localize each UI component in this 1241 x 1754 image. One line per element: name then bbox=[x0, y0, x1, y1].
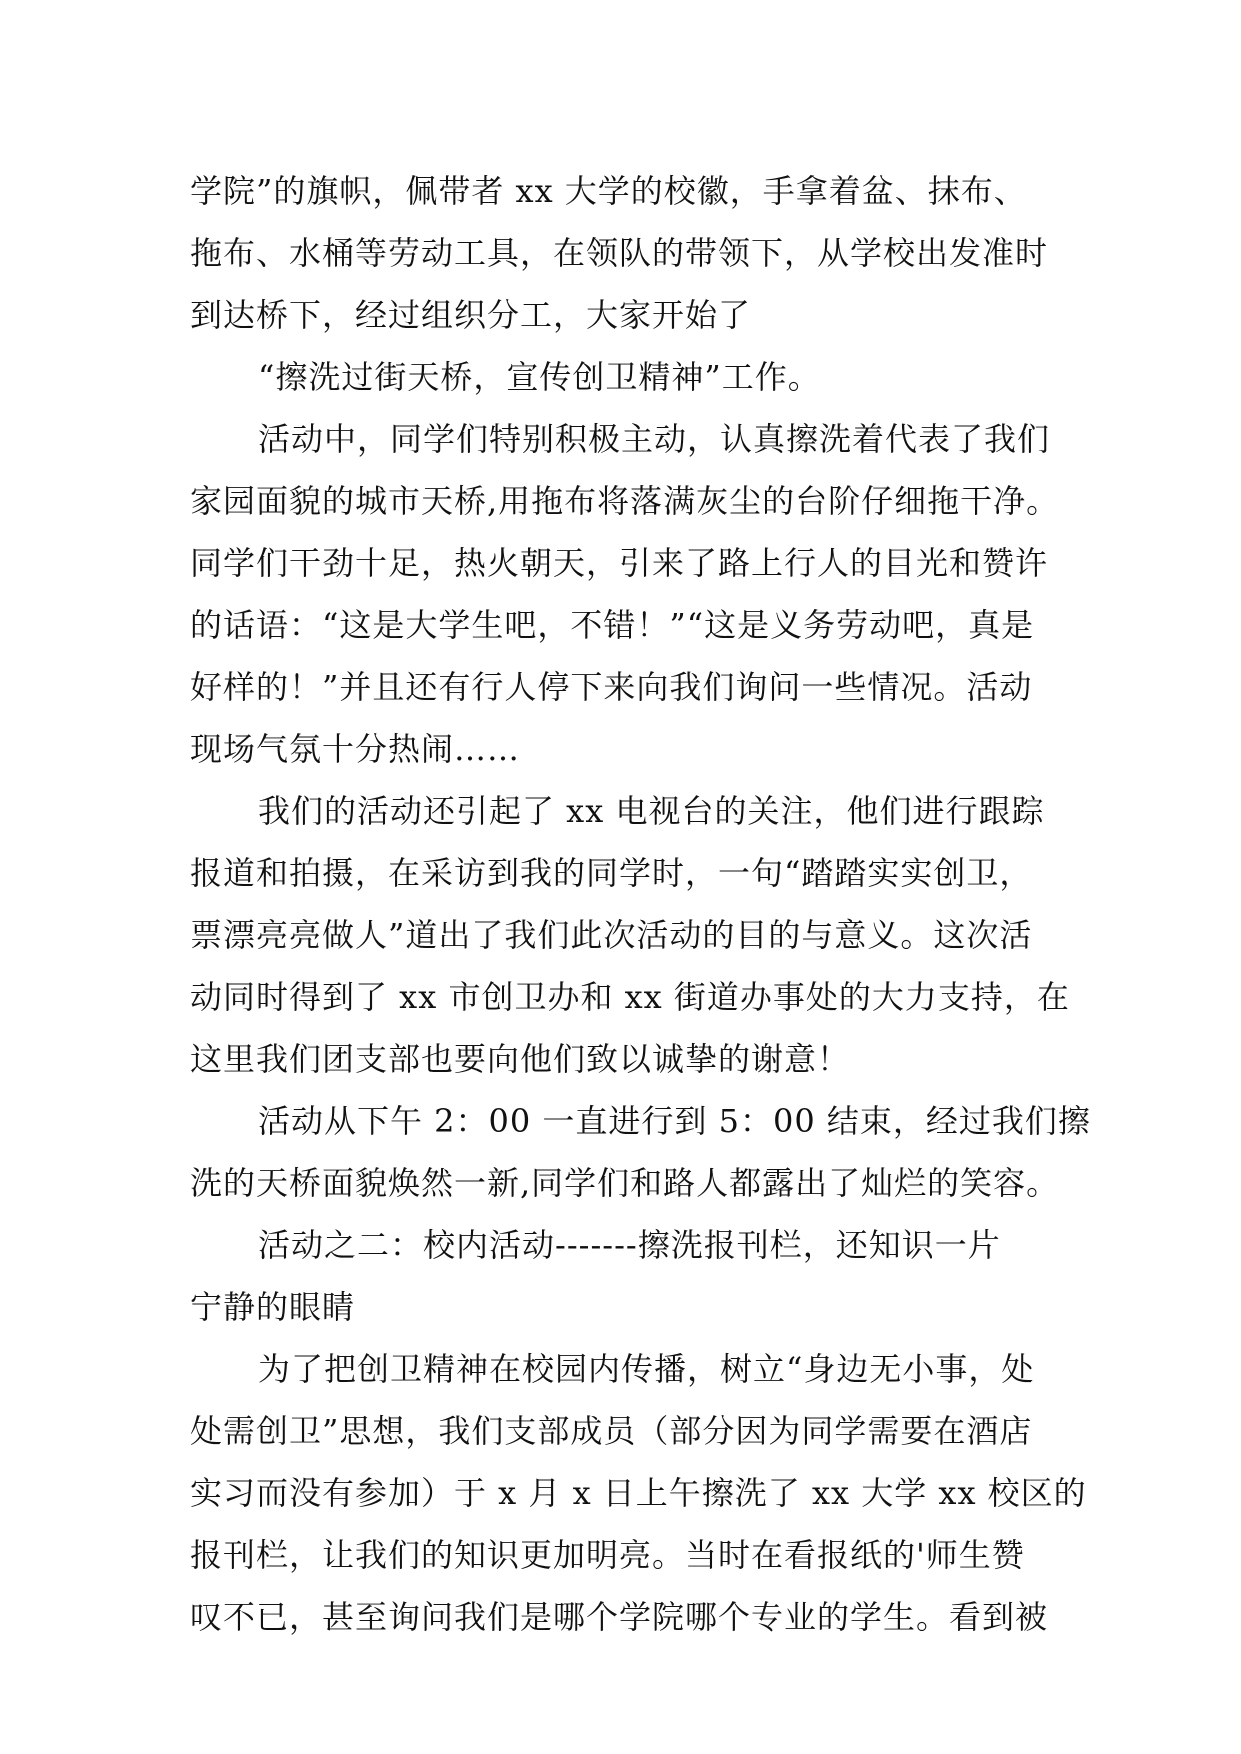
document-body bbox=[190, 160, 1091, 1648]
text-line: 报道和拍摄，在采访到我的同学时，一句“踏踏实实创卫， bbox=[190, 854, 1033, 892]
text-line: 我们的活动还引起了 xx 电视台的关注，他们进行跟踪 bbox=[258, 792, 1045, 830]
text-line: 活动中，同学们特别积极主动，认真擦洗着代表了我们 bbox=[258, 420, 1051, 458]
text-line: 到达桥下，经过组织分工，大家开始了 bbox=[190, 296, 752, 334]
text-line: 报刊栏，让我们的知识更加明亮。当时在看报纸的'师生赞 bbox=[190, 1536, 1025, 1574]
text-line: 拖布、水桶等劳动工具，在领队的带领下，从学校出发准时 bbox=[190, 234, 1049, 272]
text-line: 现场气氛十分热闹…… bbox=[190, 730, 521, 768]
text-line: 洗的天桥面貌焕然一新,同学们和路人都露出了灿烂的笑容。 bbox=[190, 1164, 1060, 1202]
text-line: 动同时得到了 xx 市创卫办和 xx 街道办事处的大力支持，在 bbox=[190, 978, 1070, 1016]
text-line: “擦洗过街天桥，宣传创卫精神”工作。 bbox=[258, 358, 821, 396]
text-line: 宁静的眼睛 bbox=[190, 1288, 356, 1326]
text-line: 同学们干劲十足，热火朝天，引来了路上行人的目光和赞许 bbox=[190, 544, 1049, 582]
text-line: 为了把创卫精神在校园内传播，树立“身边无小事，处 bbox=[258, 1350, 1035, 1388]
text-line: 好样的！”并且还有行人停下来向我们询问一些情况。活动 bbox=[190, 668, 1033, 706]
text-line: 实习而没有参加）于 x 月 x 日上午擦洗了 xx 大学 xx 校区的 bbox=[190, 1474, 1087, 1512]
text-line: 家园面貌的城市天桥,用拖布将落满灰尘的台阶仔细拖干净。 bbox=[190, 482, 1060, 520]
text-line: 活动之二：校内活动-------擦洗报刊栏，还知识一片 bbox=[258, 1226, 1001, 1264]
text-line: 学院”的旗帜，佩带者 xx 大学的校徽，手拿着盆、抹布、 bbox=[190, 172, 1027, 210]
text-line: 票漂亮亮做人”道出了我们此次活动的目的与意义。这次活 bbox=[190, 916, 1033, 954]
text-line: 活动从下午 2：00 一直进行到 5：00 结束，经过我们擦 bbox=[258, 1102, 1091, 1140]
text-line: 处需创卫”思想，我们支部成员（部分因为同学需要在酒店 bbox=[190, 1412, 1033, 1450]
text-line: 叹不已，甚至询问我们是哪个学院哪个专业的学生。看到被 bbox=[190, 1598, 1049, 1636]
text-line: 这里我们团支部也要向他们致以诚挚的谢意！ bbox=[190, 1040, 851, 1078]
text-line: 的话语：“这是大学生吧，不错！”“这是义务劳动吧，真是 bbox=[190, 606, 1035, 644]
